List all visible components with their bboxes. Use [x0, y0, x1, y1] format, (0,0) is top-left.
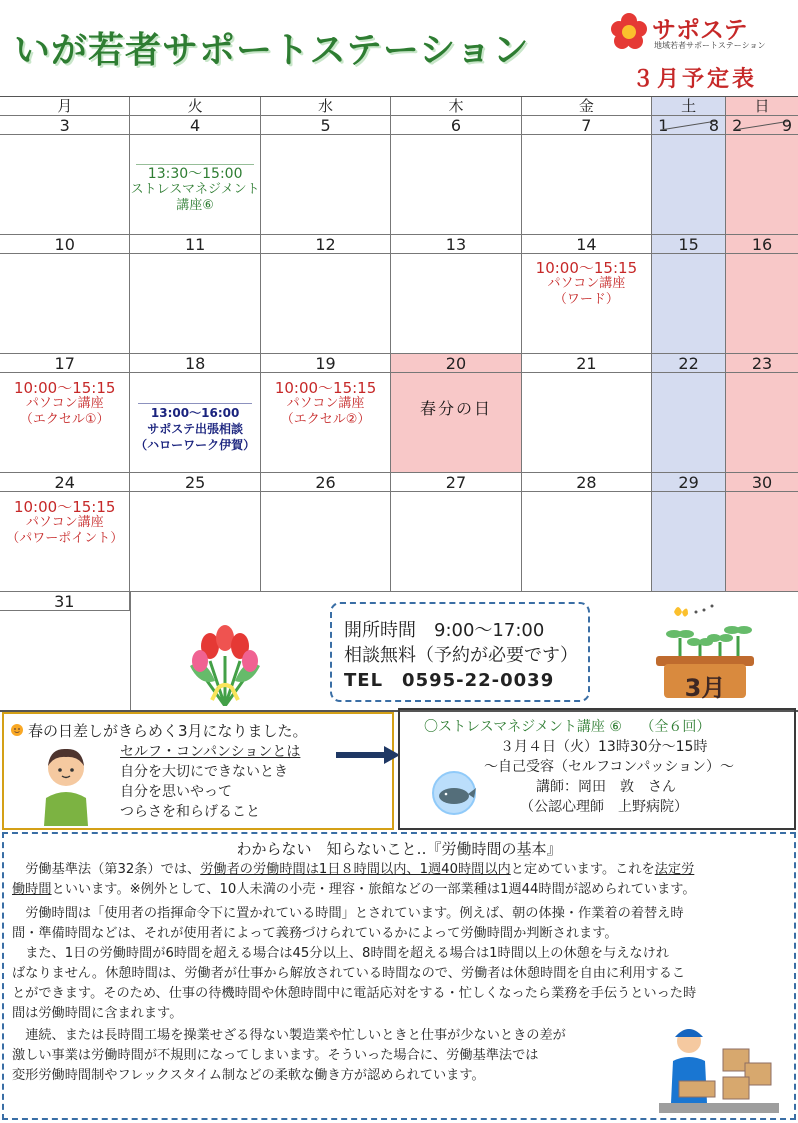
article-paragraph — [12, 1026, 662, 1086]
date-number: 5 — [261, 116, 390, 135]
paragraph-text: 激しい事業は労働時間が不規則になってしまいます。そういった場合に、労働基準法では — [12, 1048, 539, 1063]
flower-logo-icon — [610, 12, 648, 50]
self-compassion-text — [120, 742, 300, 822]
day-cell-saturday — [652, 116, 726, 234]
date-number: 2 — [732, 116, 743, 135]
day-cell-sunday — [726, 235, 798, 353]
labor-hours-article — [2, 832, 796, 1120]
phone-number[interactable]: TEL 0595-22-0039 — [344, 670, 555, 691]
date-number: 7 — [522, 116, 651, 135]
date-number: 9 — [781, 116, 793, 135]
calendar-week — [0, 473, 798, 592]
weekday-sat: 土 — [652, 97, 726, 115]
day-cell — [0, 354, 130, 472]
date-number: 10 — [0, 235, 129, 254]
tulip-bouquet-icon — [180, 606, 270, 706]
event-subtitle: （ハローワーク伊賀） — [135, 438, 256, 452]
seal-bubble-icon — [422, 770, 486, 816]
spring-headline: 春の日差しがきらめく3月になりました。 — [28, 722, 308, 740]
date-number: 3 — [0, 116, 129, 135]
day-cell-saturday — [652, 473, 726, 591]
day-cell — [0, 235, 130, 353]
date-number: 27 — [391, 473, 520, 492]
event-time: 10:00～15:15 — [274, 379, 377, 397]
weekday-wed: 水 — [261, 97, 391, 115]
free-consultation: 相談無料（予約が必要です） — [344, 645, 578, 666]
weekday-fri: 金 — [522, 97, 652, 115]
date-number: 17 — [0, 354, 129, 373]
course-title — [424, 716, 710, 736]
calendar-week — [0, 235, 798, 354]
self-compassion-line: 自分を思いやって — [120, 784, 232, 800]
date-number: 8 — [708, 116, 720, 135]
day-cell — [0, 473, 130, 591]
course-lecturer: 講師：岡田 敦 さん — [536, 779, 676, 795]
course-topic: ～自己受容（セルフコンパッション）～ — [484, 759, 735, 775]
split-date — [726, 116, 798, 135]
stress-course-note — [398, 708, 796, 830]
date-number: 30 — [726, 473, 798, 492]
paragraph-emphasis: 労働者の労働時間は1日８時間以内、1週40時間以内 — [200, 862, 511, 877]
day-cell — [391, 235, 521, 353]
day-cell — [130, 235, 260, 353]
factory-worker-icon — [659, 1019, 779, 1117]
person-icon — [34, 744, 98, 826]
paragraph-text: といいます。※例外として、10人未満の小売・理容・旅館などの一部業種は1週44時間が認められています。 — [51, 882, 696, 897]
day-cell — [130, 116, 260, 234]
date-number: 25 — [130, 473, 259, 492]
day-cell — [130, 354, 260, 472]
office-info-box — [330, 602, 590, 702]
day-cell — [391, 473, 521, 591]
calendar-week-last — [0, 592, 798, 712]
schedule-label: ３月予定表 — [632, 67, 758, 92]
date-number: 13 — [391, 235, 520, 254]
date-number: 16 — [726, 235, 798, 254]
event-subtitle: （エクセル②） — [280, 412, 371, 427]
event-subtitle: （ワード） — [553, 292, 619, 307]
day-cell — [0, 116, 130, 234]
event-pc-word — [522, 260, 651, 308]
opening-hours: 開所時間 9:00～17:00 — [344, 620, 545, 641]
day-cell — [261, 354, 391, 472]
saposute-logo — [610, 8, 790, 54]
page-header — [0, 0, 798, 96]
date-number: 29 — [652, 473, 725, 492]
day-cell-sunday — [726, 354, 798, 472]
day-cell — [522, 354, 652, 472]
day-cell — [261, 235, 391, 353]
self-compassion-line: つらさを和らげること — [120, 804, 260, 820]
weekday-thu: 木 — [391, 97, 521, 115]
weekday-header — [0, 97, 798, 116]
date-number: 31 — [0, 592, 130, 611]
day-cell — [391, 116, 521, 234]
paragraph-text: 間・準備時間などは、それが使用者によって義務づけられているかによって労働時間か判断されます。 — [12, 926, 618, 941]
split-date — [652, 116, 725, 135]
course-count: （全６回） — [640, 719, 711, 735]
article-paragraph — [12, 860, 792, 900]
day-cell — [522, 116, 652, 234]
date-number: 24 — [0, 473, 129, 492]
event-title: ストレスマネジメント — [130, 182, 260, 197]
event-pc-powerpoint — [0, 499, 129, 547]
date-number: 18 — [130, 354, 259, 373]
event-title: パソコン講座 — [547, 276, 626, 291]
day-cell-sunday — [726, 473, 798, 591]
event-time: 10:00～15:15 — [13, 379, 116, 397]
course-name: 〇ストレスマネジメント講座 ⑥ — [424, 719, 622, 735]
march-flowerpot — [650, 598, 760, 703]
course-date: ３月４日（火）13時30分～15時 — [500, 739, 708, 755]
weekday-sun: 日 — [726, 97, 798, 115]
day-cell — [522, 473, 652, 591]
day-cell — [261, 116, 391, 234]
divider — [138, 403, 251, 404]
paragraph-text: 変形労働時間制やフレックスタイム制などの柔軟な働き方が認められています。 — [12, 1068, 485, 1083]
article-paragraph — [12, 904, 792, 944]
paragraph-emphasis: 働時間 — [12, 882, 52, 897]
paragraph-text: 労働時間は「使用者の指揮命令下に置かれている時間」とされています。例えば、朝の体操・作業着の着替え時 — [25, 906, 684, 921]
page-title: いが若者サポートステーション — [14, 30, 530, 71]
date-number: 23 — [726, 354, 798, 373]
day-cell-holiday — [391, 354, 521, 472]
date-number: 21 — [522, 354, 651, 373]
weekday-mon: 月 — [0, 97, 130, 115]
date-number: 4 — [130, 116, 259, 135]
event-title: パソコン講座 — [286, 396, 365, 411]
event-time: 13:30～15:00 — [147, 166, 243, 182]
date-number: 20 — [391, 354, 520, 373]
lecturer-affiliation: （公認心理師 上野病院） — [520, 799, 688, 815]
event-title: サポステ出張相談 — [147, 422, 244, 436]
holiday-name: 春分の日 — [419, 399, 492, 418]
day-cell — [522, 235, 652, 353]
article-title: わからない 知らないこと‥『労働時間の基本』 — [236, 840, 562, 858]
event-pc-excel-2 — [261, 380, 390, 428]
date-number: 28 — [522, 473, 651, 492]
date-number: 14 — [522, 235, 651, 254]
date-number: 26 — [261, 473, 390, 492]
day-cell-sunday — [726, 116, 798, 234]
event-subtitle: 講座⑥ — [176, 198, 214, 213]
date-number: 12 — [261, 235, 390, 254]
event-time: 10:00～15:15 — [535, 259, 638, 277]
logo-subtitle: 地域若者サポートステーション — [654, 41, 766, 50]
event-subtitle: （エクセル①） — [19, 412, 110, 427]
event-stress-management — [130, 166, 259, 214]
paragraph-text: とができます。そのため、仕事の待機時間や休憩時間中に電話応対をする・忙しくなったら業務を手伝うといった時 — [12, 986, 697, 1001]
day-cell-saturday — [652, 235, 726, 353]
paragraph-emphasis: 法定労 — [654, 862, 695, 877]
date-number: 6 — [391, 116, 520, 135]
logo-text: サポステ — [652, 16, 748, 44]
date-number: 22 — [652, 354, 725, 373]
paragraph-text: 連続、または長時間工場を操業せざる得ない製造業や忙しいときと仕事が少ないときの差が — [25, 1028, 566, 1043]
calendar-week — [0, 116, 798, 235]
date-number: 11 — [130, 235, 259, 254]
weekday-tue: 火 — [130, 97, 260, 115]
day-cell — [130, 473, 260, 591]
pot-label: 3月 — [684, 674, 726, 702]
self-compassion-note — [2, 712, 394, 830]
self-compassion-heading: セルフ・コンパンションとは — [120, 744, 301, 760]
day-cell — [261, 473, 391, 591]
paragraph-text: と定めています。これを — [510, 862, 655, 877]
article-paragraph — [12, 944, 792, 1024]
divider — [136, 164, 253, 165]
event-title: パソコン講座 — [25, 515, 104, 530]
paragraph-text: 間は労働時間に含まれます。 — [12, 1006, 183, 1021]
event-title: パソコン講座 — [25, 396, 104, 411]
event-subtitle: （パワーポイント） — [6, 531, 124, 546]
day-cell — [0, 592, 131, 710]
event-time: 13:00～16:00 — [150, 406, 240, 420]
sun-face-icon — [10, 723, 24, 737]
date-number: 19 — [261, 354, 390, 373]
date-number: 1 — [658, 116, 669, 135]
calendar-week — [0, 354, 798, 473]
right-arrow-icon — [336, 746, 400, 764]
paragraph-text: また、1日の労働時間が6時間を超える場合は45分以上、8時間を超える場合は1時間以上の休憩を与えなけれ — [25, 946, 669, 961]
event-pc-excel-1 — [0, 380, 129, 428]
day-cell-saturday — [652, 354, 726, 472]
paragraph-text: 労働基準法（第32条）では、 — [25, 862, 201, 877]
event-time: 10:00～15:15 — [13, 498, 116, 516]
self-compassion-line: 自分を大切にできないとき — [120, 764, 288, 780]
date-number: 15 — [652, 235, 725, 254]
paragraph-text: ばなりません。休憩時間は、労働者が仕事から解放されている時間なので、労働者は休憩時間を自由に利用するこ — [12, 966, 686, 981]
event-outreach-consult — [130, 405, 259, 453]
march-calendar — [0, 96, 798, 712]
